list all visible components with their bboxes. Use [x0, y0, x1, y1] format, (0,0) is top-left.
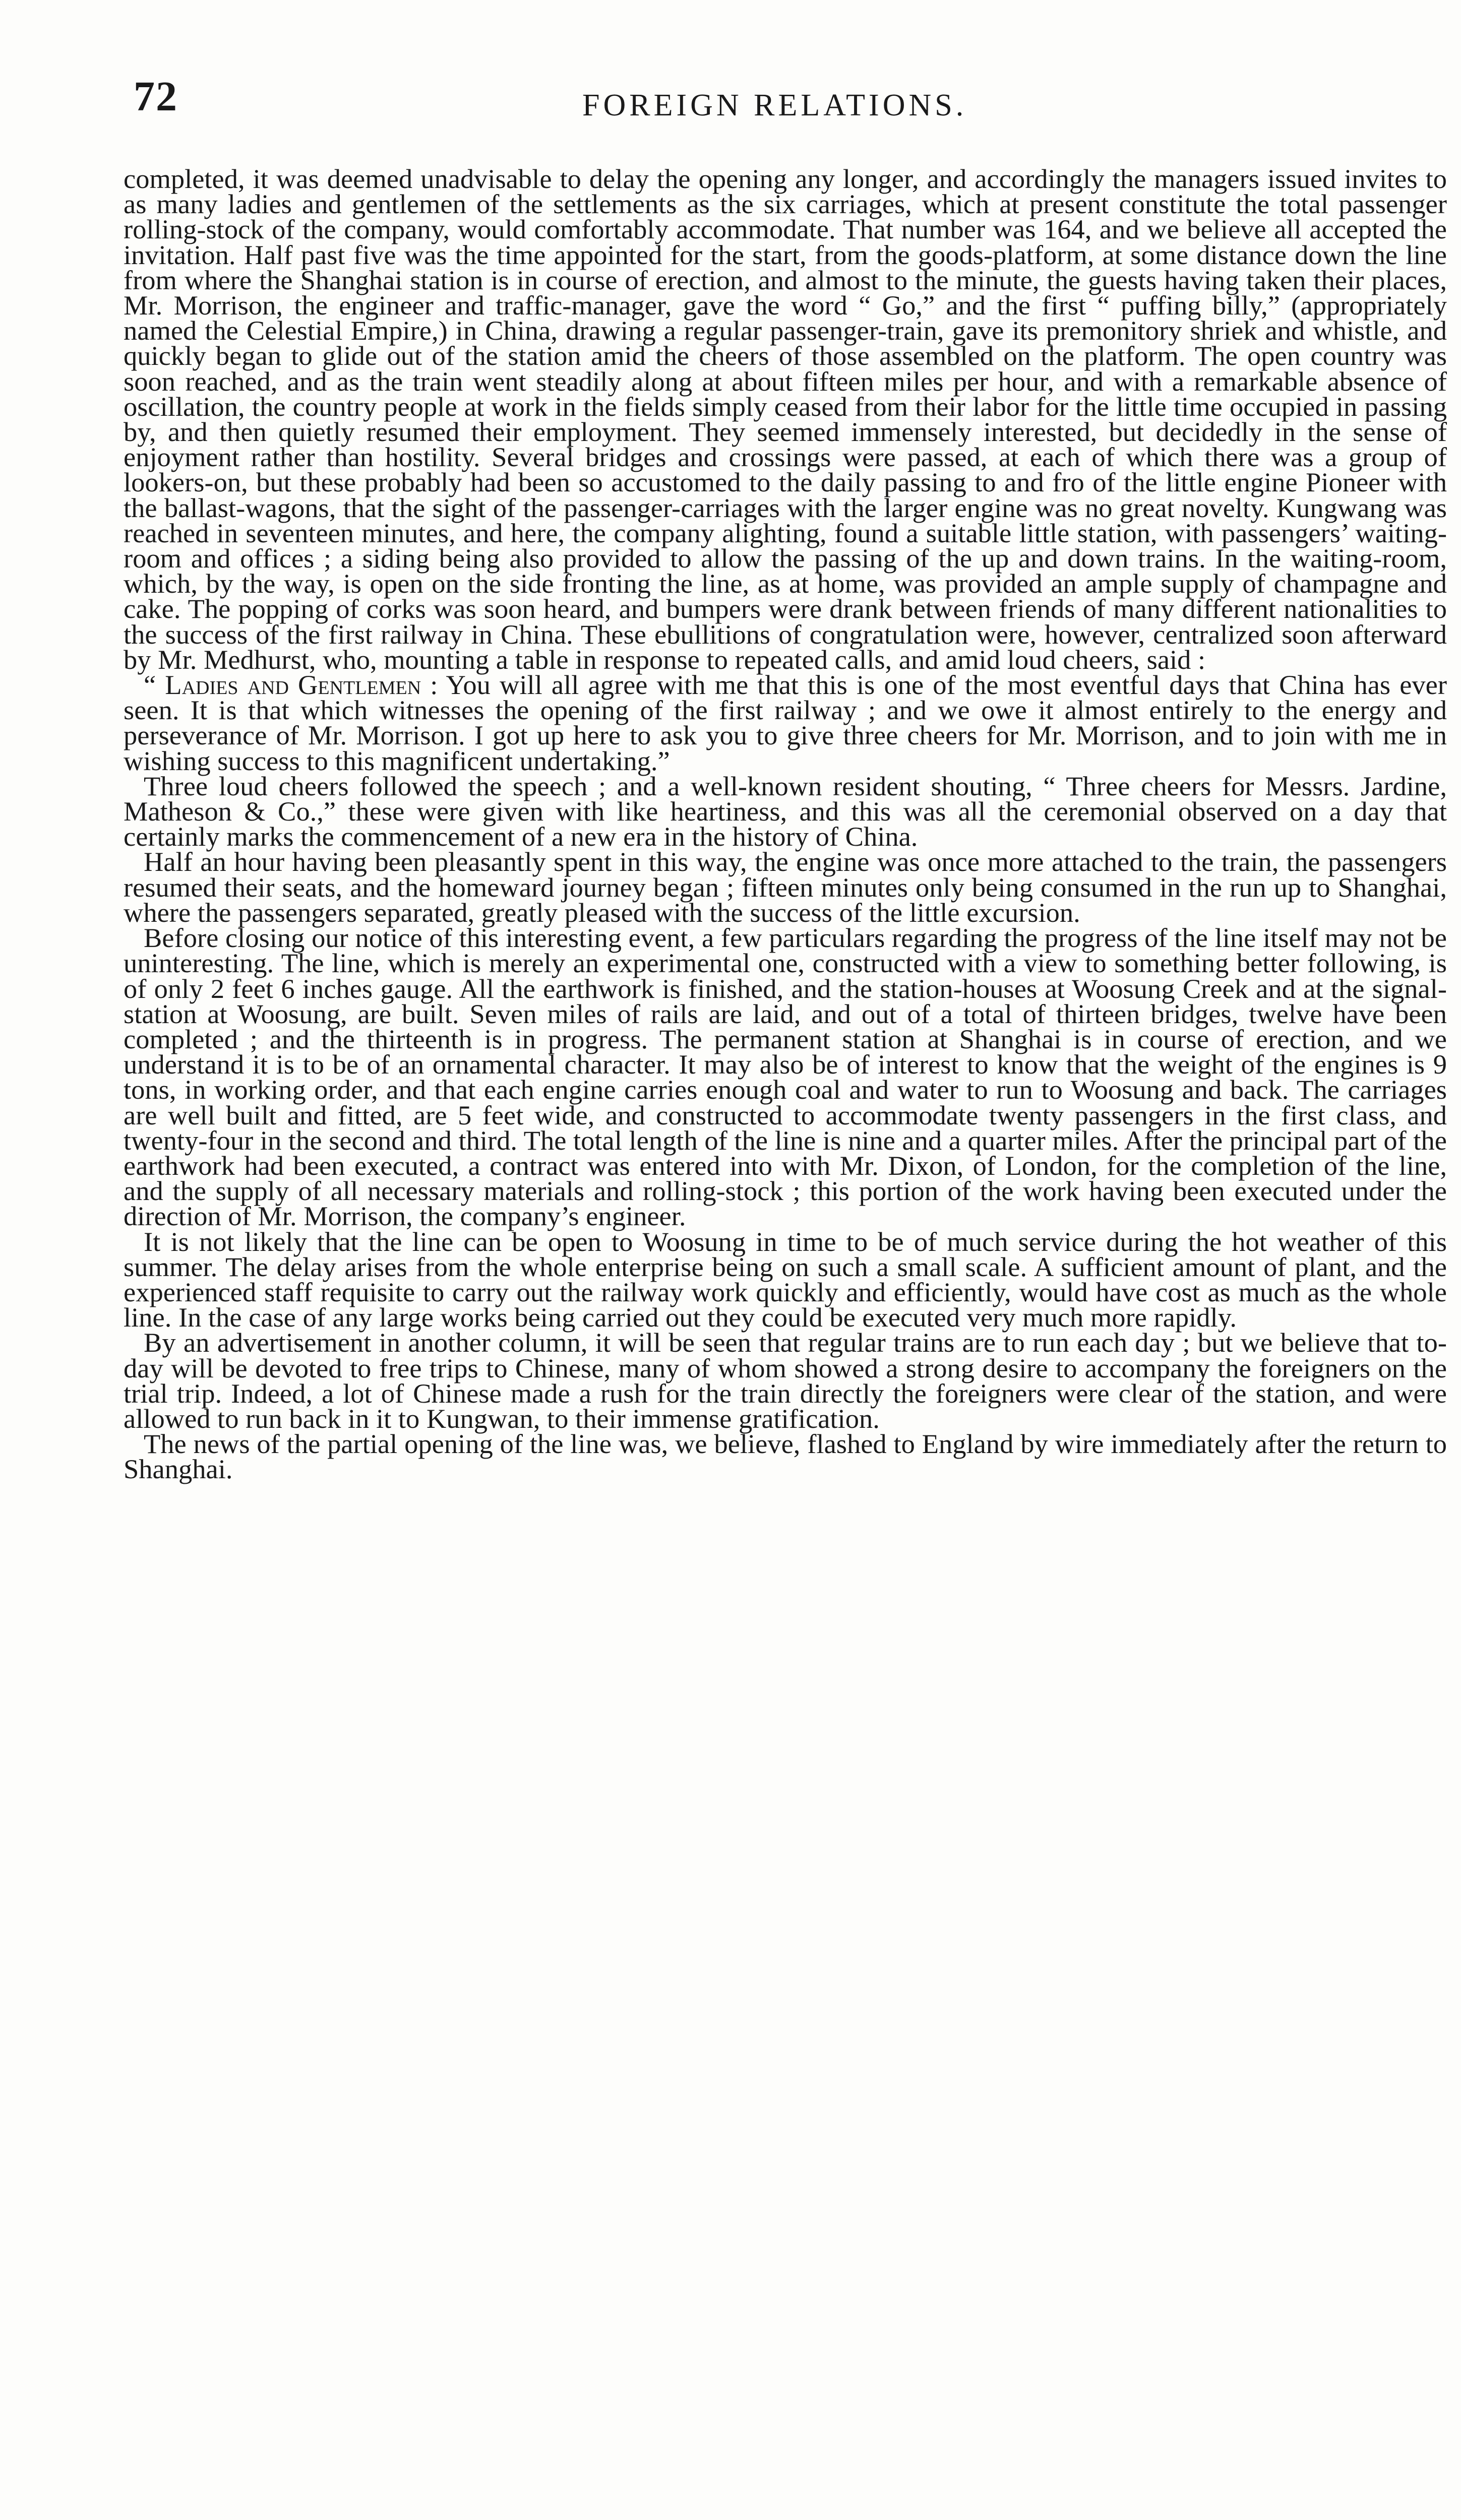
paragraph-news: The news of the partial opening of the line was, we believe, flashed to England by wire immediately after the return to Shanghai.	[124, 1428, 1447, 1485]
speech-text: You will all agree with me that this is one of the most eventful days that China has ever seen. It is that which witnesses the opening of the first railway ; and we owe it almost entirely to the energy and perseverance of Mr. Morrison. I got up here to ask you to give three cheers for Mr. Morrison, and to join with me in wishing success to this magnificent undertaking.”	[124, 669, 1447, 776]
paragraph-return-journey: Half an hour having been pleasantly spent in this way, the engine was once more attached to the train, the passengers resumed their seats, and the homeward journey began ; fifteen minutes only being consumed in the run up to Shanghai, where the passengers separated, greatly pleased with the success of the little excursion.	[124, 846, 1447, 928]
page-number: 72	[134, 73, 178, 120]
paragraph-opening: completed, it was deemed unadvisable to delay the opening any longer, and accordingly the managers issued invites to as many ladies and gentlemen of the settlements as the six carriages, which at present constitute the total passenger rolling-stock of the company, would comfortably accommodate. That number was 164, and we believe all accepted the invitation. Half past five was the time appointed for the start, from the goods-platform, at some distance down the line from where the Shanghai station is in course of erection, and almost to the minute, the guests having taken their places, Mr. Morrison, the engineer and traffic-manager, gave the word “ Go,” and the first “ puffing billy,” (appropriately named the Celestial Empire,) in China, drawing a regular passenger-train, gave its premonitory shriek and whistle, and quickly began to glide out of the station amid the cheers of those assembled on the platform. The open country was soon reached, and as the train went steadily along at about fifteen miles per hour, and with a remarkable absence of oscillation, the country people at work in the fields simply ceased from their labor for the little time occupied in passing by, and then quietly resumed their employment. They seemed immensely interested, but decidedly in the sense of enjoyment rather than hostility. Several bridges and crossings were passed, at each of which there was a group of lookers-on, but these probably had been so accustomed to the daily passing to and fro of the little engine Pioneer with the ballast-wagons, that the sight of the passenger-carriages with the larger engine was no great novelty. Kungwang was reached in seventeen minutes, and here, the company alighting, found a suitable little station, with passengers’ waiting-room and offices ; a siding being also provided to allow the passing of the up and down trains. In the waiting-room, which, by the way, is open on the side fronting the line, as at home, was provided an ample supply of champagne and cake. The popping of corks was soon heard, and bumpers were drank between friends of many different nationalities to the success of the first railway in China. These ebullitions of congratulation were, however, centralized soon afterward by Mr. Medhurst, who, mounting a table in response to repeated calls, and amid loud cheers, said :	[124, 163, 1447, 675]
paragraph-speech	[124, 669, 1447, 776]
paragraph-woosung-delay: It is not likely that the line can be open to Woosung in time to be of much service during the hot weather of this summer. The delay arises from the whole enterprise being on such a small scale. A sufficient amount of plant, and the experienced staff requisite to carry out the railway work quickly and efficiently, would have cost as much as the whole line. In the case of any large works being carried out they could be executed very much more rapidly.	[124, 1226, 1447, 1333]
paragraph-advertisement: By an advertisement in another column, it will be seen that regular trains are to run each day ; but we believe that to-day will be devoted to free trips to Chinese, many of whom showed a strong desire to accompany the foreigners on the trial trip. Indeed, a lot of Chinese made a rush for the train directly the foreigners were clear of the station, and were allowed to run back in it to Kungwan, to their immense gratification.	[124, 1327, 1447, 1434]
speech-salutation: “ Ladies and Gentlemen :	[144, 669, 438, 701]
paragraph-line-progress: Before closing our notice of this interesting event, a few particulars regarding the progress of the line itself may not be uninteresting. The line, which is merely an experimental one, constructed with a view to something better following, is of only 2 feet 6 inches gauge. All the earthwork is finished, and the station-houses at Woosung Creek and at the signal-station at Woosung, are built. Seven miles of rails are laid, and out of a total of thirteen bridges, twelve have been completed ; and the thirteenth is in progress. The permanent station at Shanghai is in course of erection, and we understand it is to be of an ornamental character. It may also be of interest to know that the weight of the engines is 9 tons, in working order, and that each engine carries enough coal and water to run to Woosung and back. The carriages are well built and fitted, are 5 feet wide, and constructed to accommodate twenty passengers in the first class, and twenty-four in the second and third. The total length of the line is nine and a quarter miles. After the principal part of the earthwork had been executed, a contract was entered into with Mr. Dixon, of London, for the completion of the line, and the supply of all necessary materials and rolling-stock ; this portion of the work having been executed under the direction of Mr. Morrison, the company’s engineer.	[124, 922, 1447, 1232]
paragraph-cheers: Three loud cheers followed the speech ; and a well-known resident shouting, “ Three cheers for Messrs. Jardine, Matheson & Co.,” these were given with like heartiness, and this was all the ceremonial observed on a day that certainly marks the commencement of a new era in the history of China.	[124, 770, 1447, 852]
running-head	[134, 73, 1444, 136]
running-title: FOREIGN RELATIONS.	[582, 88, 967, 122]
article-body	[124, 163, 1447, 1485]
